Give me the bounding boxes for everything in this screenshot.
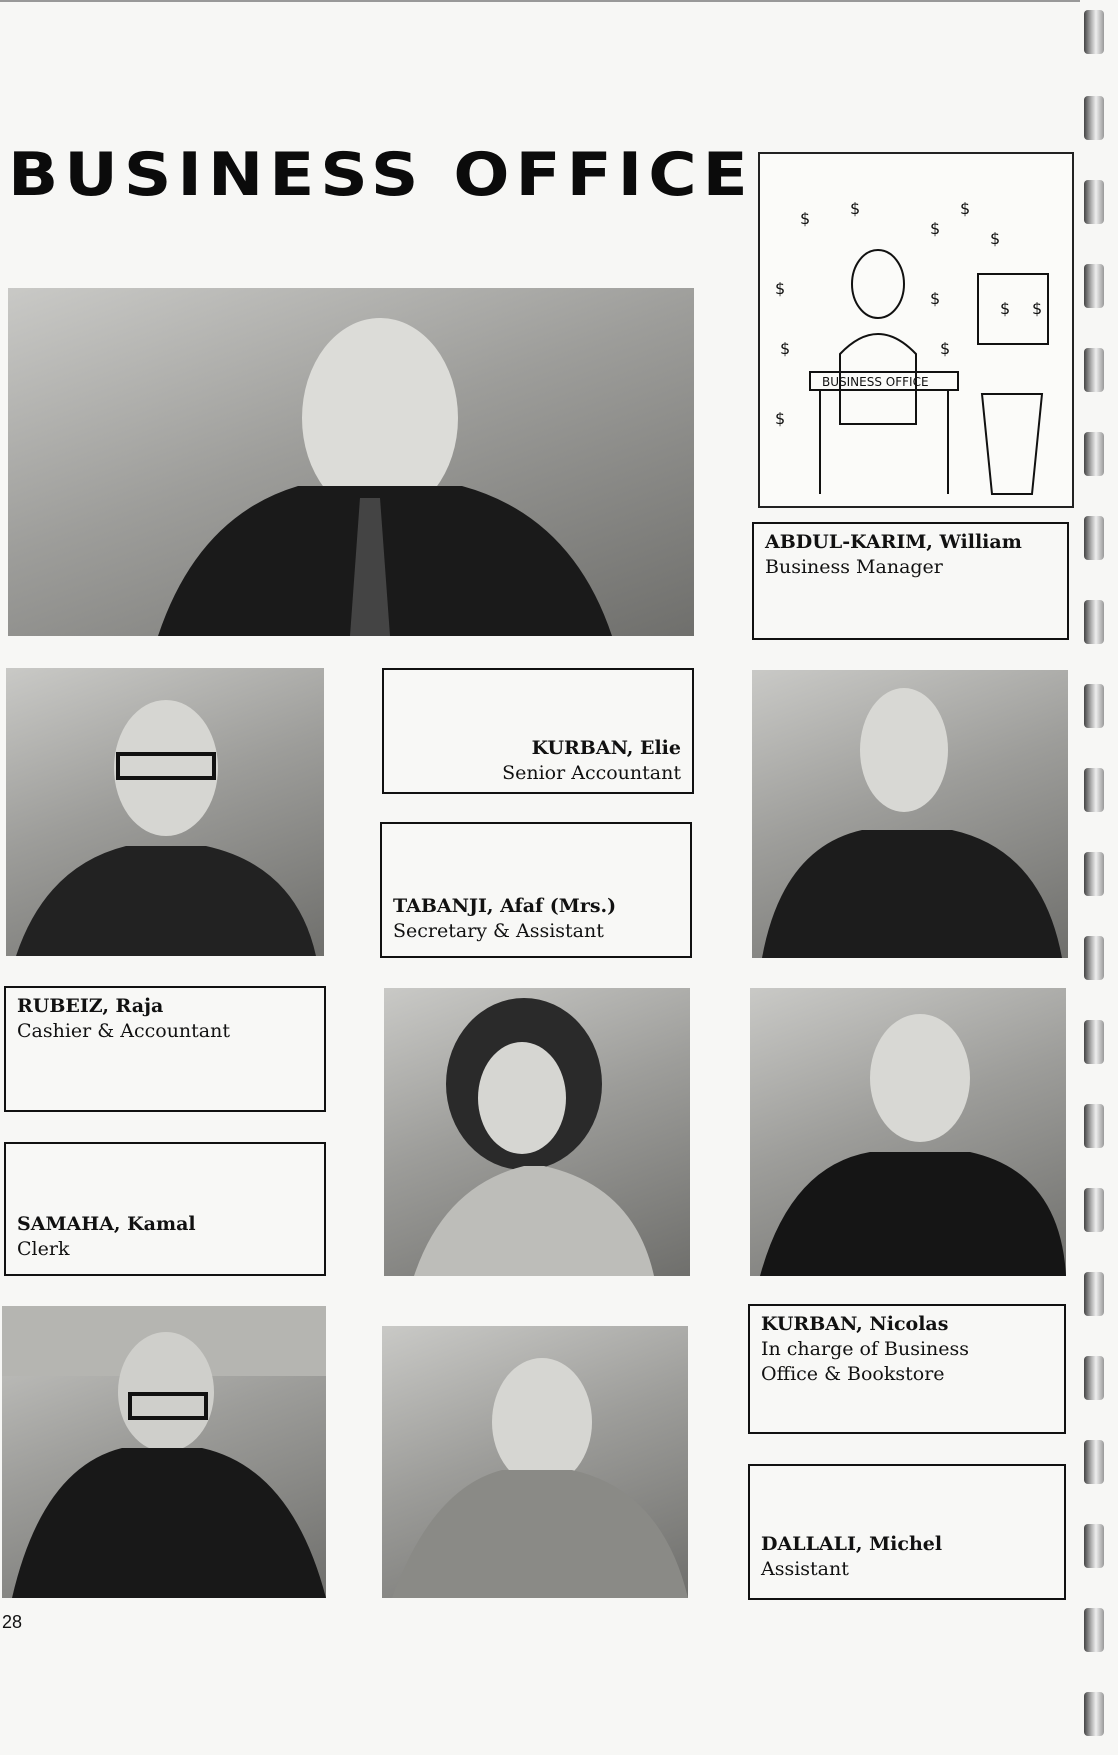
photo-abdul-karim <box>8 288 694 636</box>
top-rule <box>0 0 1080 2</box>
staff-role: In charge of Business <box>761 1338 970 1360</box>
staff-name: RUBEIZ, Raja <box>17 995 164 1017</box>
staff-card-samaha <box>4 1142 326 1276</box>
staff-role: Clerk <box>17 1238 70 1260</box>
staff-name: KURBAN, Elie <box>531 737 681 759</box>
staff-role: Assistant <box>761 1558 849 1580</box>
svg-text:$: $ <box>930 219 941 238</box>
staff-name: SAMAHA, Kamal <box>17 1213 196 1235</box>
staff-role: Cashier & Accountant <box>17 1020 230 1042</box>
staff-name: ABDUL-KARIM, William <box>765 531 1022 553</box>
staff-card-abdul-karim <box>752 522 1069 640</box>
photo-dallali <box>382 1326 688 1598</box>
staff-card-dallali <box>748 1464 1066 1600</box>
svg-text:$: $ <box>780 339 791 358</box>
svg-text:$: $ <box>1000 299 1011 318</box>
staff-card-kurban-elie <box>382 668 694 794</box>
staff-name: TABANJI, Afaf (Mrs.) <box>393 895 617 917</box>
svg-text:$: $ <box>960 199 971 218</box>
staff-card-kurban-nicolas <box>748 1304 1066 1434</box>
photo-kurban-elie <box>752 670 1068 958</box>
staff-role: Secretary & Assistant <box>393 920 604 942</box>
svg-text:$: $ <box>1032 299 1043 318</box>
staff-card-rubeiz <box>4 986 326 1112</box>
photo-kurban-nicolas <box>750 988 1066 1276</box>
photo-rubeiz <box>6 668 324 956</box>
svg-text:$: $ <box>775 279 786 298</box>
staff-name: DALLALI, Michel <box>761 1533 943 1555</box>
staff-card-tabanji <box>380 822 692 958</box>
cartoon-drawing <box>760 154 1072 506</box>
cartoon-desk-sign: BUSINESS OFFICE <box>822 375 929 389</box>
svg-text:$: $ <box>990 229 1001 248</box>
page-title: BUSINESS OFFICE <box>8 140 754 210</box>
svg-text:$: $ <box>775 409 786 428</box>
svg-text:$: $ <box>940 339 951 358</box>
business-office-cartoon <box>758 152 1074 508</box>
staff-role: Business Manager <box>765 556 943 578</box>
page-number: 28 <box>2 1612 23 1632</box>
staff-name: KURBAN, Nicolas <box>761 1313 949 1335</box>
svg-text:$: $ <box>800 209 811 228</box>
photo-samaha <box>2 1306 326 1598</box>
svg-text:$: $ <box>850 199 861 218</box>
svg-text:$: $ <box>930 289 941 308</box>
staff-role: Office & Bookstore <box>761 1363 945 1385</box>
staff-role: Senior Accountant <box>502 762 681 784</box>
photo-tabanji <box>384 988 690 1276</box>
